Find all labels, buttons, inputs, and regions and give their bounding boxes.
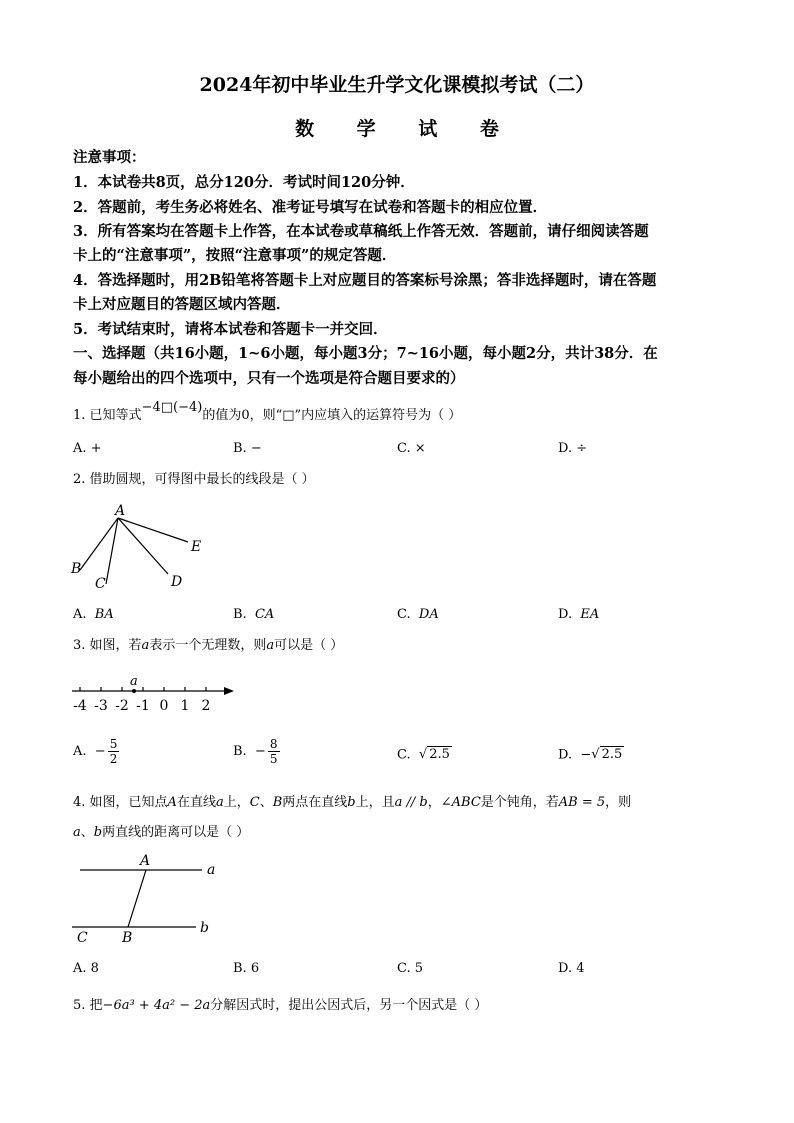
point-label-a: A bbox=[140, 853, 151, 869]
notice-line-3-cont: 卡上的“注意事项”，按照“注意事项”的规定答题． bbox=[73, 247, 397, 264]
q3-number-line bbox=[66, 670, 246, 716]
q4-figure bbox=[66, 850, 226, 950]
point-a-label: a bbox=[130, 674, 138, 689]
q3-option-a: A. − $\frac{5}{2}$ bbox=[73, 737, 118, 766]
notice-line-4-cont: 卡上对应题目的答题区域内答题． bbox=[73, 296, 291, 313]
question-3: 3. 如图，若a表示一个无理数，则a可以是（ ） bbox=[73, 638, 344, 653]
q4-option-d: D. 4 bbox=[558, 961, 585, 976]
q2-option-c: C. DA bbox=[397, 607, 439, 622]
question-1: 1. 已知等式−4□(−4)的值为0，则“□”内应填入的运算符号为（ ） bbox=[73, 400, 462, 423]
notice-line-4: 4．答选择题时，用2B铅笔将答题卡上对应题目的答案标号涂黑；答非选择题时，请在答题 bbox=[73, 272, 657, 289]
point-label-c: C bbox=[95, 576, 106, 592]
q4-option-b: B. 6 bbox=[233, 961, 260, 976]
q2-option-b: B. CA bbox=[233, 607, 275, 622]
tick-label: -3 bbox=[94, 698, 108, 714]
point-label-b: B bbox=[71, 561, 82, 577]
q1-expression: −4□(−4) bbox=[141, 400, 203, 415]
q1-option-c: C. × bbox=[397, 441, 426, 456]
tick-label: -4 bbox=[73, 698, 87, 714]
q2-option-d: D. EA bbox=[558, 607, 600, 622]
fraction-8-5: $\frac{8}{5}$ bbox=[269, 737, 278, 766]
arrow-right-icon bbox=[224, 687, 234, 695]
question-2: 2. 借助圆规，可得图中最长的线段是（ ） bbox=[73, 472, 315, 487]
tick-label: -1 bbox=[136, 698, 150, 714]
q3-option-c: C. √ 2.5 bbox=[397, 747, 450, 763]
notice-line-3: 3．所有答案均在答题卡上作答，在本试卷或草稿纸上作答无效．答题前，请仔细阅读答题 bbox=[73, 223, 649, 240]
line-label-a: a bbox=[207, 862, 216, 878]
question-5: 5. 把−6a³ + 4a² − 2a分解因式时，提出公因式后，另一个因式是（ ） bbox=[73, 998, 488, 1013]
tick-label: -2 bbox=[115, 698, 129, 714]
segment-ab bbox=[128, 870, 146, 927]
q3-option-b: B. − $\frac{8}{5}$ bbox=[233, 737, 278, 766]
section-heading-line-1: 一、选择题（共16小题，1~6小题，每小题3分；7~16小题，每小题2分，共计38分．在 bbox=[73, 345, 658, 362]
q4-option-a: A. 8 bbox=[73, 961, 99, 976]
notice-heading: 注意事项： bbox=[73, 149, 146, 166]
segment-ac bbox=[106, 518, 118, 584]
q3-option-d: D. −√ 2.5 bbox=[558, 747, 623, 763]
q2-option-a: A. BA bbox=[73, 607, 114, 622]
question-4-line-1: 4. 如图，已知点A在直线a上，C、B两点在直线b上，且a // b，∠ABC是个钝角，若AB = 5，则 bbox=[73, 795, 632, 810]
tick-label: 0 bbox=[159, 698, 169, 714]
exam-title: 2024年初中毕业生升学文化课模拟考试（二） bbox=[199, 74, 595, 96]
q1-option-b: B. − bbox=[233, 441, 262, 456]
q1-option-d: D. ÷ bbox=[558, 441, 588, 456]
point-label-c: C bbox=[77, 930, 88, 946]
q4-option-c: C. 5 bbox=[397, 961, 424, 976]
question-4-line-2: a、b两直线的距离可以是（ ） bbox=[73, 825, 250, 840]
point-label-b: B bbox=[122, 930, 133, 946]
notice-line-5: 5．考试结束时，请将本试卷和答题卡一并交回． bbox=[73, 321, 388, 338]
point-label-d: D bbox=[171, 574, 183, 590]
point-label-a: A bbox=[115, 503, 126, 519]
notice-line-2: 2．答题前，考生务必将姓名、准考证号填写在试卷和答题卡的相应位置． bbox=[73, 199, 548, 216]
line-label-b: b bbox=[200, 920, 209, 936]
point-label-e: E bbox=[191, 539, 202, 555]
section-heading-line-2: 每小题给出的四个选项中，只有一个选项是符合题目要求的） bbox=[73, 370, 465, 387]
exam-subtitle: 数 学 试 卷 bbox=[295, 118, 517, 140]
sqrt-symbol: √ 2.5 bbox=[418, 747, 450, 762]
fraction-5-2: $\frac{5}{2}$ bbox=[109, 737, 118, 766]
tick-label: 1 bbox=[180, 698, 190, 714]
point-a-marker bbox=[132, 689, 136, 693]
q5-expression: −6a³ + 4a² − 2a bbox=[102, 998, 211, 1013]
notice-line-1: 1．本试卷共8页，总分120分．考试时间120分钟． bbox=[73, 174, 415, 191]
sqrt-symbol: √ 2.5 bbox=[591, 747, 623, 762]
q2-figure bbox=[60, 498, 230, 594]
q1-option-a: A. + bbox=[73, 441, 102, 456]
segment-ab bbox=[80, 518, 118, 570]
tick-label: 2 bbox=[201, 698, 211, 714]
